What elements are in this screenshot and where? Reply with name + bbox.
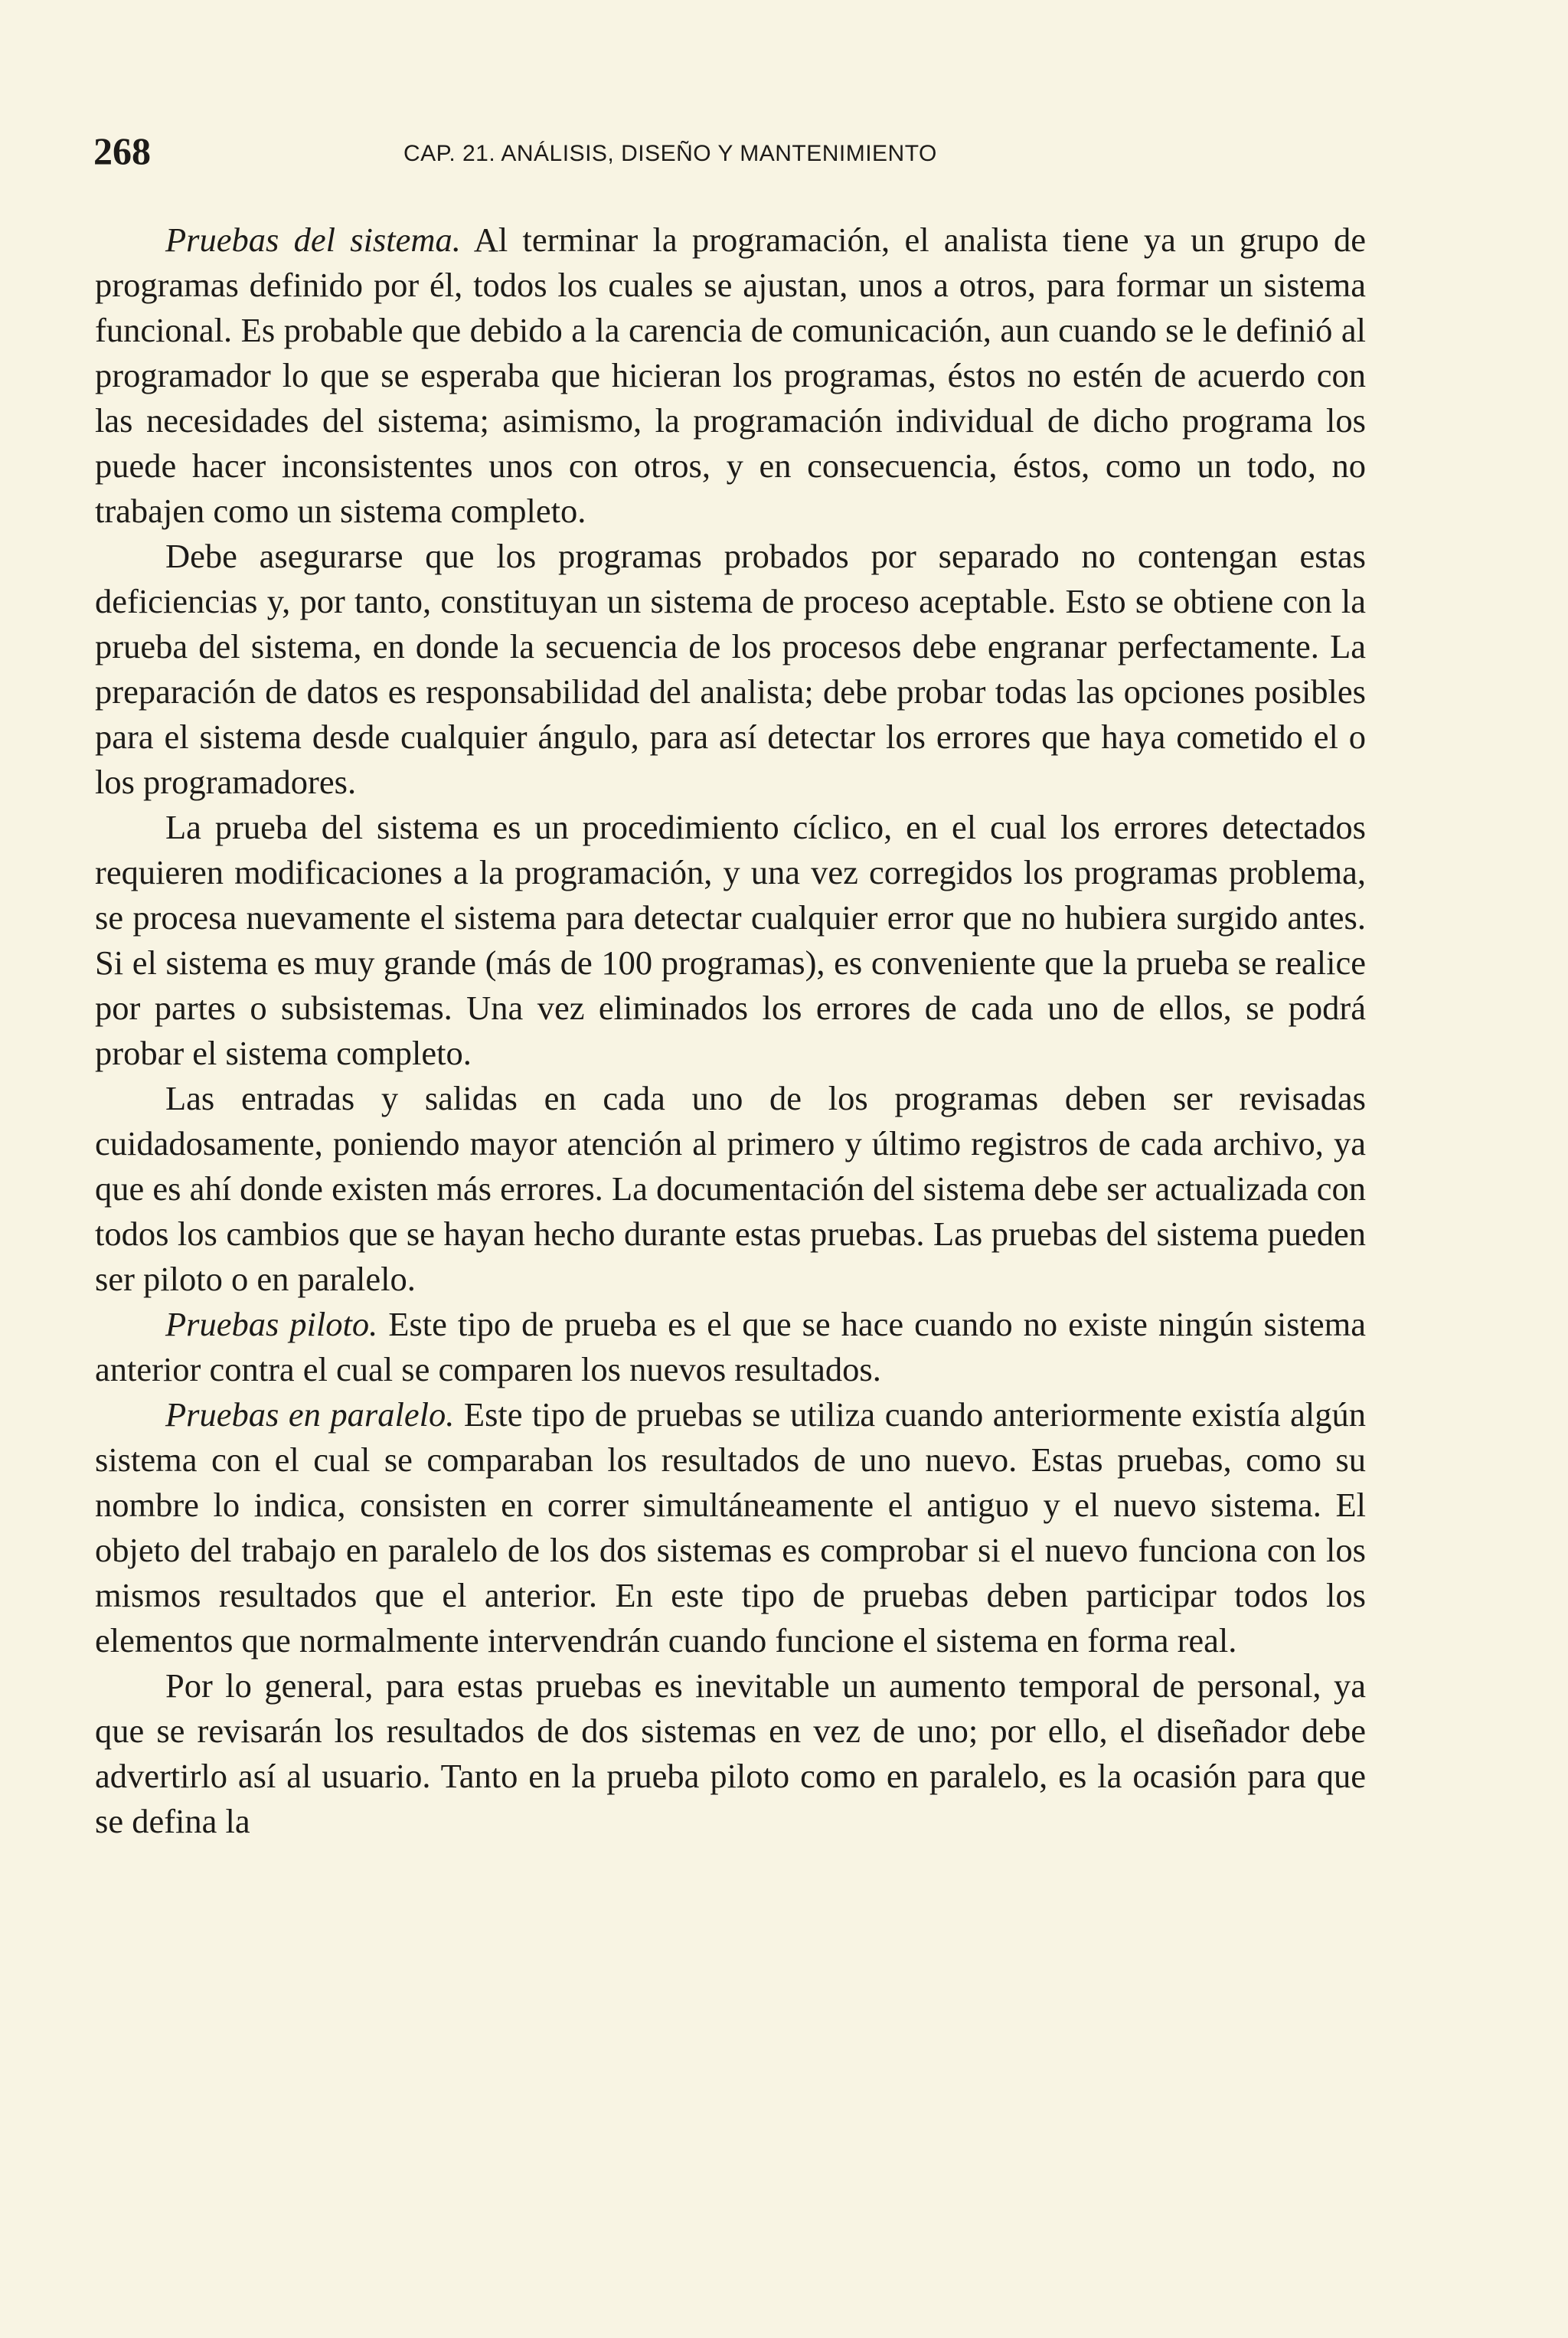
paragraph-text: Este tipo de pruebas se utiliza cuando anteriormente existía algún sistema con el cual se comparaban los resultados de uno nuevo. Estas pruebas, como su nombre lo indica, consisten en correr simultáneamente el antiguo y el nuevo sistema. El objeto del trabajo en paralelo de los dos sistemas es comprobar si el nuevo funciona con los mismos resultados que el anterior. En este tipo de pruebas deben participar todos los elementos que normalmente intervendrán cuando funcione el sistema en forma real. [95, 1395, 1366, 1659]
paragraph [95, 1663, 1366, 1844]
running-head: CAP. 21. ANÁLISIS, DISEÑO Y MANTENIMIENTO [403, 141, 937, 166]
paragraph [95, 1076, 1366, 1302]
paragraph-lead: Pruebas del sistema. [165, 221, 461, 259]
page-number: 268 [93, 129, 151, 172]
paragraph-text: Debe asegurarse que los programas probados por separado no contengan estas deficiencias y, por tanto, constituyan un sistema de proceso aceptable. Esto se obtiene con la prueba del sistema, en donde la secuencia de los procesos debe engranar perfectamente. La preparación de datos es responsabilidad del analista; debe probar todas las opciones posibles para el sistema desde cualquier ángulo, para así detectar los errores que haya cometido el o los programadores. [95, 537, 1366, 801]
paragraph [95, 534, 1366, 805]
paragraph-lead: Pruebas piloto. [165, 1305, 378, 1343]
paragraph-text: Este tipo de prueba es el que se hace cuando no existe ningún sistema anterior contra el cual se comparen los nuevos resultados. [95, 1305, 1366, 1388]
paragraph-pruebas-piloto [95, 1302, 1366, 1392]
paragraph-text: La prueba del sistema es un procedimiento cíclico, en el cual los errores detectados requieren modificaciones a la programación, y una vez corregidos los programas problema, se procesa nuevamente el sistema para detectar cualquier error que no hubiera surgido antes. Si el sistema es muy grande (más de 100 programas), es conveniente que la prueba se realice por partes o subsistemas. Una vez eliminados los errores de cada uno de ellos, se podrá probar el sistema completo. [95, 808, 1366, 1072]
paragraph-pruebas-en-paralelo [95, 1392, 1366, 1663]
paragraph-text: Las entradas y salidas en cada uno de los programas deben ser revisadas cuidadosamente, poniendo mayor atención al primero y último registros de cada archivo, ya que es ahí donde existen más errores. La documentación del sistema debe ser actualizada con todos los cambios que se hayan hecho durante estas pruebas. Las pruebas del sistema pueden ser piloto o en paralelo. [95, 1079, 1366, 1298]
paragraph-lead: Pruebas en paralelo. [165, 1395, 455, 1434]
paragraph [95, 805, 1366, 1076]
paragraph-pruebas-del-sistema [95, 217, 1366, 534]
paragraph-text: Por lo general, para estas pruebas es inevitable un aumento temporal de personal, ya que se revisarán los resultados de dos sistemas en vez de uno; por ello, el diseñador debe advertirlo así al usuario. Tanto en la prueba piloto como en paralelo, es la ocasión para que se defina la [95, 1666, 1366, 1840]
body-text [95, 217, 1366, 1844]
paragraph-text: Al terminar la programación, el analista tiene ya un grupo de programas definido por él, todos los cuales se ajustan, unos a otros, para formar un sistema funcional. Es probable que debido a la carencia de comunicación, aun cuando se le definió al programador lo que se esperaba que hicieran los programas, éstos no estén de acuerdo con las necesidades del sistema; asimismo, la programación individual de dicho programa los puede hacer inconsistentes unos con otros, y en consecuencia, éstos, como un todo, no trabajen como un sistema completo. [95, 221, 1366, 530]
